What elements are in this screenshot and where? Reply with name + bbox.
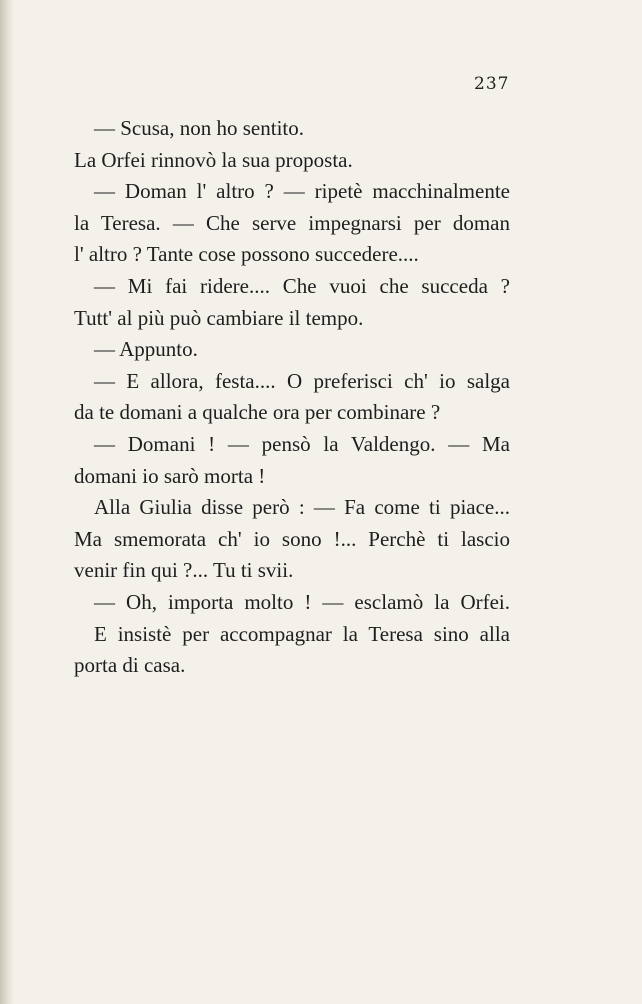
text-line: porta di casa. (74, 653, 186, 678)
text-line: Tutt' al più può cambiare il tempo. (74, 305, 364, 330)
text-line: da te domani a qualche ora per combinare ? (74, 400, 441, 425)
text-line: l' altro ? Tante cose possono succedere.... (74, 242, 419, 267)
text-line: — E allora, festa.... O preferisci ch' io salga (94, 368, 510, 393)
text-line: La Orfei rinnovò la sua proposta. (74, 147, 353, 172)
text-line: la Teresa. — Che serve impegnarsi per doman (74, 210, 510, 235)
text-line: E insistè per accompagnar la Teresa sino alla (94, 621, 510, 646)
binding-gutter-shadow (0, 0, 14, 1004)
page-text (74, 113, 510, 682)
text-line: domani io sarò morta ! (74, 463, 266, 488)
text-line: — Scusa, non ho sentito. (94, 116, 304, 140)
text-line: — Mi fai ridere.... Che vuoi che succeda ? (94, 273, 510, 298)
text-line: Ma smemorata ch' io sono !... Perchè ti lascio (74, 526, 510, 551)
text-line: — Appunto. (94, 337, 198, 362)
text-line: venir fin qui ?... Tu ti svii. (74, 558, 294, 583)
page-number: 237 (474, 74, 510, 94)
text-line: — Doman l' altro ? — ripetè macchinalmente (94, 179, 510, 204)
text-line: — Oh, importa molto ! — esclamò la Orfei. (94, 589, 510, 614)
text-line: — Domani ! — pensò la Valdengo. — Ma (94, 431, 510, 456)
text-line: Alla Giulia disse però : — Fa come ti piace... (94, 495, 510, 520)
